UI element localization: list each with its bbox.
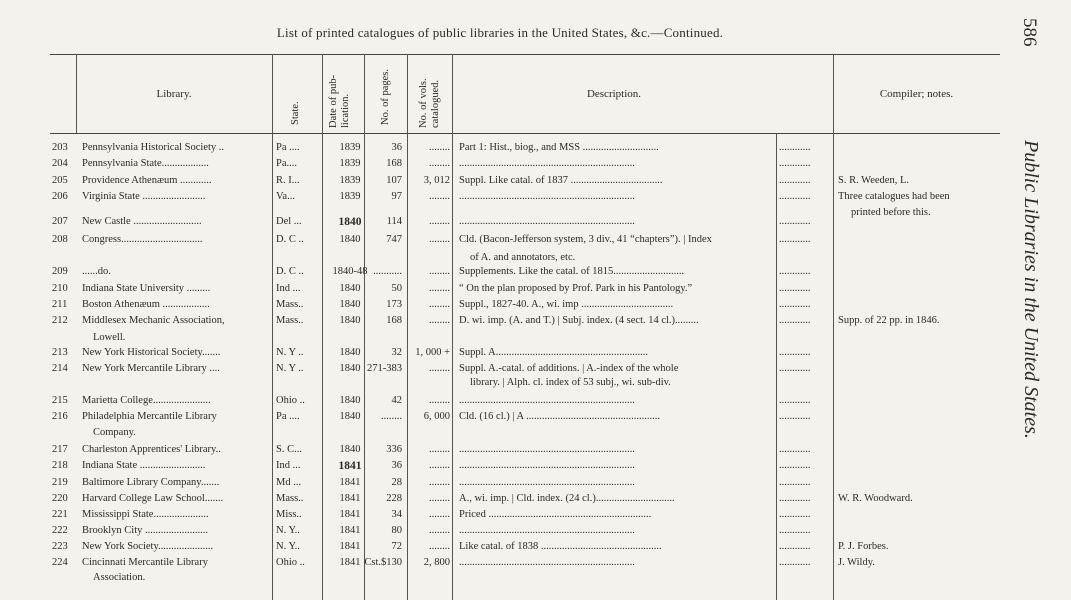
table-top-rule [50, 54, 1000, 55]
table-row [0, 142, 1000, 159]
header-vols: No. of vols. catalogued. [418, 78, 441, 128]
description: Suppl. A.......................................................... [459, 347, 649, 358]
description: A., wi. imp. | Cld. index. (24 cl.).............................. [459, 493, 675, 504]
leader-dots: ............ [779, 460, 811, 471]
publication-date: 1840 [338, 216, 362, 228]
library-name: Harvard College Law School....... [82, 493, 224, 504]
description: Cld. (16 cl.) | A ................................................... [459, 411, 661, 422]
leader-dots: ............ [779, 234, 811, 245]
library-name: Charleston Apprentices' Library.. [82, 444, 221, 455]
header-bottom-rule [50, 133, 1000, 134]
row-number: 221 [52, 509, 68, 520]
description: Suppl., 1827-40. A., wi. imp ................................... [459, 299, 674, 310]
volume-count: ........ [429, 477, 450, 488]
leader-dots: ............ [779, 444, 811, 455]
page-count: 36 [391, 460, 402, 471]
page-count: 173 [386, 299, 402, 310]
state-abbrev: N. Y.. [276, 541, 300, 552]
publication-date: 1840 [339, 444, 361, 455]
volume-count: ........ [429, 158, 450, 169]
header-description: Description. [586, 88, 642, 100]
library-name: Pennsylvania Historical Society .. [82, 142, 225, 153]
leader-dots: ............ [779, 493, 811, 504]
page-count: 34 [391, 509, 402, 520]
volume-count: 6, 000 [423, 411, 450, 422]
description: Cld. (Bacon-Jefferson system, 3 div., 41 “chapters”). | Index [459, 234, 712, 245]
row-number: 210 [52, 283, 68, 294]
leader-dots: ............ [779, 175, 811, 186]
publication-date: 1841 [339, 541, 361, 552]
state-abbrev: Mass.. [276, 299, 304, 310]
table-row [0, 541, 1000, 558]
state-abbrev: N. Y .. [276, 363, 304, 374]
description: “ On the plan proposed by Prof. Park in his Pantology.” [459, 283, 693, 294]
state-abbrev: Md ... [276, 477, 302, 488]
volume-count: ........ [429, 191, 450, 202]
table-row [0, 411, 1000, 428]
page-count: 97 [391, 191, 402, 202]
table-row [0, 509, 1000, 526]
page-count: 42 [391, 395, 402, 406]
state-abbrev: Pa.... [276, 158, 297, 169]
table-row [0, 158, 1000, 175]
state-abbrev: N. Y.. [276, 525, 300, 536]
publication-date: 1840 [339, 411, 361, 422]
compiler-note: J. Wildy. [838, 557, 875, 568]
table-row [0, 175, 1000, 192]
volume-count: ........ [429, 266, 450, 277]
leader-dots: ............ [779, 347, 811, 358]
description: ................................................................... [459, 477, 635, 488]
state-abbrev: Miss.. [276, 509, 302, 520]
leader-dots: ............ [779, 509, 811, 520]
description-continuation: of A. and annotators, etc. [470, 252, 576, 263]
page-count: Cst.$130 [364, 557, 402, 568]
page-count: 36 [391, 142, 402, 153]
volume-count: ........ [429, 216, 450, 227]
description: Like catal. of 1838 .............................................. [459, 541, 662, 552]
header-compiler: Compiler; notes. [879, 88, 954, 100]
row-number: 208 [52, 234, 68, 245]
description: Priced .............................................................. [459, 509, 652, 520]
page-count: 72 [391, 541, 402, 552]
page-count: 228 [386, 493, 402, 504]
compiler-note: P. J. Forbes. [838, 541, 889, 552]
state-abbrev: Ind ... [276, 460, 301, 471]
table-row [0, 525, 1000, 542]
page-count: 107 [386, 175, 402, 186]
state-abbrev: Ohio .. [276, 557, 305, 568]
description: ................................................................... [459, 191, 635, 202]
table-row [0, 444, 1000, 461]
table-row [0, 234, 1000, 251]
library-name: Philadelphia Mercantile Library [82, 411, 217, 422]
library-name: Indiana State ......................... [82, 460, 206, 471]
volume-count: ........ [429, 395, 450, 406]
page-count: 168 [386, 315, 402, 326]
library-name: New York Society..................... [82, 541, 214, 552]
volume-count: ........ [429, 509, 450, 520]
publication-date: 1840 [339, 315, 361, 326]
volume-count: ........ [429, 541, 450, 552]
table-row [0, 315, 1000, 332]
publication-date: 1839 [339, 142, 361, 153]
description: ................................................................... [459, 444, 635, 455]
state-abbrev: Del ... [276, 216, 302, 227]
row-number: 204 [52, 158, 68, 169]
library-name: Virginia State ........................ [82, 191, 206, 202]
publication-date: 1841 [338, 460, 362, 472]
table-row [0, 266, 1000, 283]
running-head: Public Libraries in the United States. [1020, 140, 1042, 439]
table-row [0, 283, 1000, 300]
library-name: ......do. [82, 266, 111, 277]
library-name: Baltimore Library Company....... [82, 477, 220, 488]
volume-count: 1, 000 + [415, 347, 450, 358]
page-count: ........... [373, 266, 402, 277]
library-name: New Castle .......................... [82, 216, 202, 227]
page-count: 80 [391, 525, 402, 536]
row-number: 220 [52, 493, 68, 504]
row-number: 218 [52, 460, 68, 471]
page-number: 586 [1019, 18, 1040, 47]
leader-dots: ............ [779, 395, 811, 406]
volume-count: ........ [429, 142, 450, 153]
row-number: 215 [52, 395, 68, 406]
page-count: ........ [381, 411, 402, 422]
row-number: 203 [52, 142, 68, 153]
publication-date: 1841 [339, 557, 361, 568]
library-continuation: Lowell. [93, 332, 126, 343]
state-abbrev: Ohio .. [276, 395, 305, 406]
library-continuation: Company. [93, 427, 136, 438]
row-number: 216 [52, 411, 68, 422]
library-name: Middlesex Mechanic Association, [82, 315, 225, 326]
table-row [0, 191, 1000, 208]
state-abbrev: Va... [276, 191, 295, 202]
page-count: 50 [391, 283, 402, 294]
table-row [0, 460, 1000, 477]
page-count: 28 [391, 477, 402, 488]
library-name: Marietta College...................... [82, 395, 211, 406]
table-row [0, 395, 1000, 412]
row-number: 213 [52, 347, 68, 358]
header-date: Date of pub- lication. [328, 74, 351, 128]
publication-date: 1839 [339, 158, 361, 169]
library-name: Congress............................... [82, 234, 203, 245]
table-row [0, 557, 1000, 574]
leader-dots: ............ [779, 142, 811, 153]
publication-date: 1841 [339, 477, 361, 488]
leader-dots: ............ [779, 315, 811, 326]
volume-count: 2, 800 [423, 557, 450, 568]
page-count: 32 [391, 347, 402, 358]
row-number: 217 [52, 444, 68, 455]
description-continuation: library. | Alph. cl. index of 53 subj., wi. sub-div. [470, 377, 671, 388]
publication-date: 1840 [339, 299, 361, 310]
leader-dots: ............ [779, 283, 811, 294]
state-abbrev: Mass.. [276, 493, 304, 504]
row-number: 205 [52, 175, 68, 186]
table-row [0, 493, 1000, 510]
description: D. wi. imp. (A. and T.) | Subj. index. (4 sect. 14 cl.)......... [459, 315, 699, 326]
leader-dots: ............ [779, 411, 811, 422]
row-number: 206 [52, 191, 68, 202]
page-title: List of printed catalogues of public libraries in the United States, &c.—Continued. [276, 25, 724, 40]
page-count: 168 [386, 158, 402, 169]
library-name: Pennsylvania State.................. [82, 158, 209, 169]
description: Suppl. A.-catal. of additions. | A.-index of the whole [459, 363, 679, 374]
publication-date: 1840-48 [332, 266, 368, 277]
volume-count: ........ [429, 283, 450, 294]
state-abbrev: D. C .. [276, 266, 304, 277]
compiler-note: W. R. Woodward. [838, 493, 913, 504]
state-abbrev: Ind ... [276, 283, 301, 294]
state-abbrev: Pa .... [276, 411, 300, 422]
table-row [0, 299, 1000, 316]
volume-count: ........ [429, 234, 450, 245]
volume-count: ........ [429, 363, 450, 374]
table-row [0, 347, 1000, 364]
leader-dots: ............ [779, 158, 811, 169]
page-count: 336 [386, 444, 402, 455]
description: Suppl. Like catal. of 1837 ................................... [459, 175, 663, 186]
header-state: State. [290, 101, 301, 125]
state-abbrev: S. C... [276, 444, 302, 455]
volume-count: ........ [429, 299, 450, 310]
description: ................................................................... [459, 557, 635, 568]
library-name: Cincinnati Mercantile Library [82, 557, 208, 568]
volume-count: ........ [429, 315, 450, 326]
publication-date: 1841 [339, 493, 361, 504]
volume-count: 3, 012 [423, 175, 450, 186]
row-number: 212 [52, 315, 68, 326]
row-number: 223 [52, 541, 68, 552]
description: ................................................................... [459, 395, 635, 406]
page-count: 114 [386, 216, 402, 227]
library-name: Mississippi State..................... [82, 509, 209, 520]
page-count: 747 [386, 234, 402, 245]
volume-count: ........ [429, 493, 450, 504]
row-number: 214 [52, 363, 68, 374]
leader-dots: ............ [779, 191, 811, 202]
library-name: Indiana State University ......... [82, 283, 211, 294]
row-number: 211 [52, 299, 68, 310]
volume-count: ........ [429, 460, 450, 471]
description: Supplements. Like the catal. of 1815........................... [459, 266, 685, 277]
state-abbrev: N. Y .. [276, 347, 304, 358]
library-name: Providence Athenæum ............ [82, 175, 212, 186]
library-name: New York Historical Society....... [82, 347, 221, 358]
publication-date: 1841 [339, 525, 361, 536]
publication-date: 1840 [339, 283, 361, 294]
table-row [0, 216, 1000, 233]
publication-date: 1840 [339, 363, 361, 374]
leader-dots: ............ [779, 541, 811, 552]
leader-dots: ............ [779, 363, 811, 374]
state-abbrev: Pa .... [276, 142, 300, 153]
description: ................................................................... [459, 525, 635, 536]
volume-count: ........ [429, 525, 450, 536]
publication-date: 1840 [339, 395, 361, 406]
compiler-note: Three catalogues had been [838, 191, 950, 202]
library-name: New York Mercantile Library .... [82, 363, 220, 374]
compiler-note: Supp. of 22 pp. in 1846. [838, 315, 940, 326]
header-pages: No. of pages. [380, 69, 391, 125]
library-name: Boston Athenæum .................. [82, 299, 210, 310]
leader-dots: ............ [779, 266, 811, 277]
leader-dots: ............ [779, 299, 811, 310]
header-library: Library. [156, 88, 192, 100]
description: ................................................................... [459, 460, 635, 471]
publication-date: 1839 [339, 191, 361, 202]
publication-date: 1840 [339, 347, 361, 358]
publication-date: 1841 [339, 509, 361, 520]
volume-count: ........ [429, 444, 450, 455]
state-abbrev: R. I... [276, 175, 300, 186]
table-row [0, 477, 1000, 494]
page-count: 271-383 [367, 363, 402, 374]
compiler-note: S. R. Weeden, L. [838, 175, 909, 186]
row-number: 209 [52, 266, 68, 277]
row-number: 224 [52, 557, 68, 568]
row-number: 207 [52, 216, 68, 227]
leader-dots: ............ [779, 557, 811, 568]
state-abbrev: Mass.. [276, 315, 304, 326]
description: Part 1: Hist., biog., and MSS ............................. [459, 142, 659, 153]
state-abbrev: D. C .. [276, 234, 304, 245]
publication-date: 1839 [339, 175, 361, 186]
leader-dots: ............ [779, 216, 811, 227]
leader-dots: ............ [779, 477, 811, 488]
row-number: 219 [52, 477, 68, 488]
description: ................................................................... [459, 158, 635, 169]
row-number: 222 [52, 525, 68, 536]
library-continuation: Association. [93, 572, 146, 583]
leader-dots: ............ [779, 525, 811, 536]
library-name: Brooklyn City ........................ [82, 525, 209, 536]
note-continuation: printed before this. [851, 207, 931, 218]
publication-date: 1840 [339, 234, 361, 245]
description: ................................................................... [459, 216, 635, 227]
